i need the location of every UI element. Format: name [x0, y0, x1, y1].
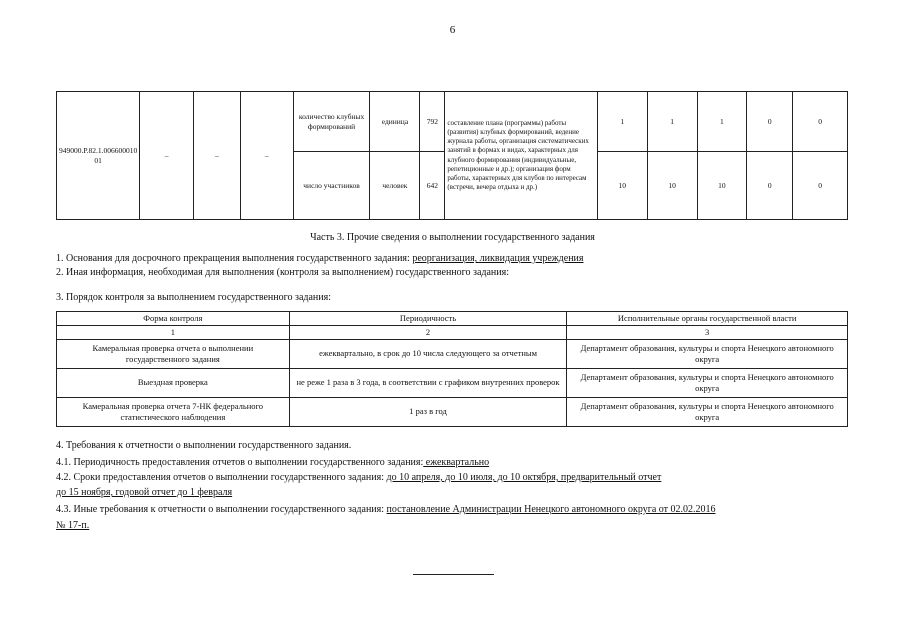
termination-grounds: [56, 253, 584, 264]
report-frequency: [56, 457, 489, 468]
control-body: Департамент образования, культуры и спорта Ненецкого автономного округа: [567, 339, 848, 368]
work-description: составление плана (программы) работы (развития) клубных формирований, ведение журнала работы, организация систематических занятий в формах и видах, характерных для клубного формирования (индивидуальные, репетиционные и др.); организация форм работы, характерных для клубов по интересам (встречи, вечера отдыха и др.): [445, 92, 598, 220]
control-body: Департамент образования, культуры и спорта Ненецкого автономного округа: [567, 368, 848, 397]
column-header: Форма контроля: [57, 312, 290, 326]
column-header: Исполнительные органы государственной власти: [567, 312, 848, 326]
table-cell: 0: [793, 152, 848, 220]
control-procedure-heading: 3. Порядок контроля за выполнением государственного задания:: [56, 292, 331, 303]
part3-title: Часть 3. Прочие сведения о выполнении государственного задания: [310, 232, 595, 243]
report-frequency-label: 4.1. Периодичность предоставления отчетов о выполнении государственного задания:: [56, 457, 424, 468]
table-cell: 10: [597, 152, 647, 220]
table-cell: –: [240, 92, 293, 220]
table-cell: –: [140, 92, 194, 220]
table-cell: –: [194, 92, 241, 220]
termination-value: реорганизация, ликвидация учреждения: [412, 253, 584, 264]
column-header: Периодичность: [289, 312, 567, 326]
table-row: [57, 368, 848, 397]
control-body: Департамент образования, культуры и спорта Ненецкого автономного округа: [567, 397, 848, 426]
control-period: ежеквартально, в срок до 10 числа следующего за отчетным: [289, 339, 567, 368]
reporting-requirements: 4. Требования к отчетности о выполнении государственного задания.: [56, 440, 352, 451]
other-requirements-continued: № 17-п.: [56, 520, 90, 531]
report-frequency-value: ежеквартально: [423, 457, 490, 468]
control-period: 1 раз в год: [289, 397, 567, 426]
table-cell: 10: [647, 152, 697, 220]
column-number: 2: [289, 326, 567, 340]
other-info: 2. Иная информация, необходимая для выполнения (контроля за выполнением) государственного задания:: [56, 267, 510, 278]
table-number-row: [57, 326, 848, 340]
table-cell: 10: [697, 152, 747, 220]
control-table: [56, 311, 848, 427]
indicator-unit: единица: [370, 92, 420, 152]
indicator-table: [56, 91, 848, 220]
other-requirements-label: 4.3. Иные требования к отчетности о выполнении государственного задания:: [56, 504, 387, 515]
table-row: [57, 339, 848, 368]
table-cell: 1: [647, 92, 697, 152]
report-deadlines-value: до 10 апреля, до 10 июля, до 10 октября, предварительный отчет: [386, 472, 662, 483]
termination-label: 1. Основания для досрочного прекращения выполнения государственного задания:: [56, 253, 413, 264]
table-cell: 0: [793, 92, 848, 152]
page-number: 6: [449, 24, 456, 36]
table-header-row: [57, 312, 848, 326]
table-cell: 0: [747, 92, 793, 152]
control-form: Выездная проверка: [57, 368, 290, 397]
footer-divider: [413, 574, 494, 575]
table-row: [57, 92, 848, 152]
table-cell: 1: [697, 92, 747, 152]
report-deadlines-label: 4.2. Сроки предоставления отчетов о выполнении государственного задания:: [56, 472, 387, 483]
column-number: 1: [57, 326, 290, 340]
table-row: [57, 397, 848, 426]
other-requirements-value: постановление Администрации Ненецкого автономного округа от 02.02.2016: [386, 504, 716, 515]
indicator-name: количество клубных формирований: [293, 92, 370, 152]
column-number: 3: [567, 326, 848, 340]
control-period: не реже 1 раза в 3 года, в соответствии с графиком внутренних проверок: [289, 368, 567, 397]
indicator-name: число участников: [293, 152, 370, 220]
report-deadlines-continued: до 15 ноября, годовой отчет до 1 февраля: [56, 487, 233, 498]
report-deadlines: [56, 472, 661, 483]
control-form: Камеральная проверка отчета о выполнении государственного задания: [57, 339, 290, 368]
indicator-okei: 642: [420, 152, 445, 220]
registry-code: 949000.Р.82.1.006600010 01: [57, 92, 140, 220]
control-form: Камеральная проверка отчета 7-НК федерального статистического наблюдения: [57, 397, 290, 426]
table-cell: 1: [597, 92, 647, 152]
other-requirements: [56, 504, 716, 515]
indicator-okei: 792: [420, 92, 445, 152]
indicator-unit: человек: [370, 152, 420, 220]
table-cell: 0: [747, 152, 793, 220]
